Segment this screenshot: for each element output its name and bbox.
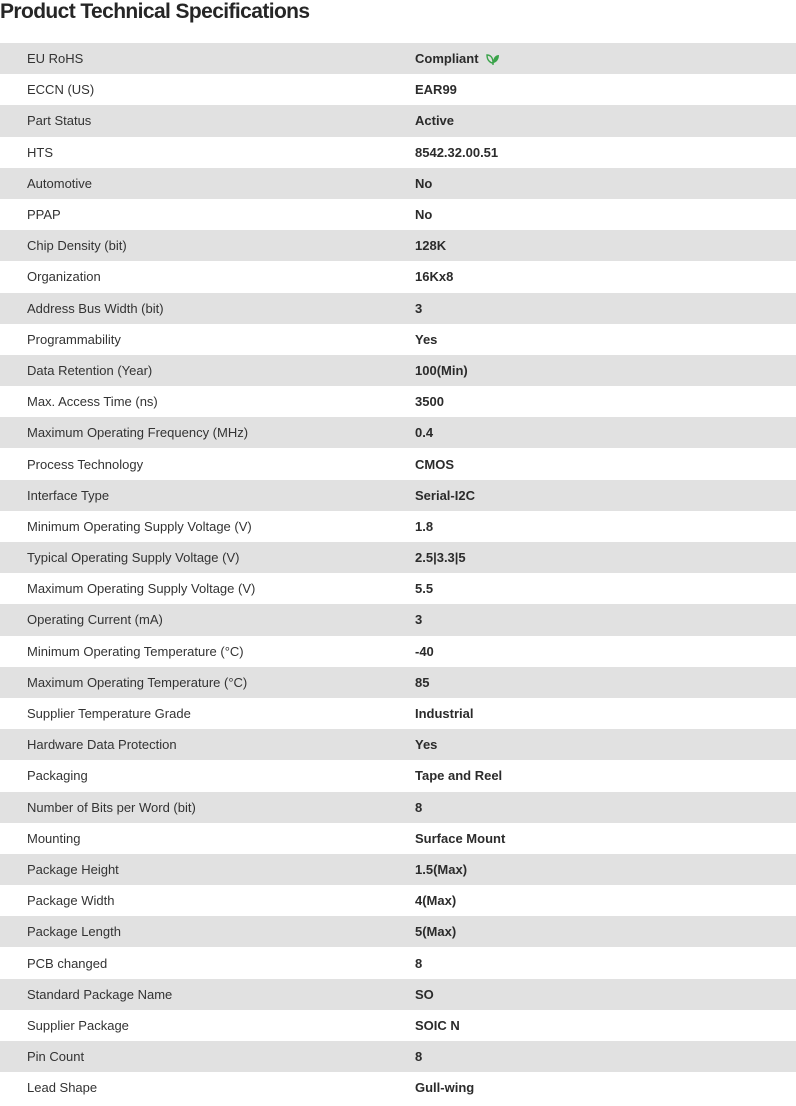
spec-label: PPAP: [27, 207, 61, 223]
spec-label: Part Status: [27, 113, 92, 129]
table-row: [0, 916, 796, 947]
spec-value-text: Yes: [415, 331, 438, 347]
spec-value: [388, 301, 422, 316]
spec-value: [388, 238, 446, 253]
spec-value-text: Industrial: [415, 706, 474, 722]
spec-value-text: -40: [415, 643, 434, 659]
spec-value-text: 8542.32.00.51: [415, 144, 499, 160]
spec-value-text: Yes: [415, 737, 438, 753]
spec-value-text: 8: [415, 1049, 423, 1065]
spec-label: Chip Density (bit): [27, 238, 127, 254]
spec-value: [388, 394, 444, 409]
table-row: [0, 293, 796, 324]
table-row: [0, 74, 796, 105]
spec-value-text: No: [415, 175, 433, 191]
spec-label: Hardware Data Protection: [27, 737, 177, 753]
table-row: [0, 636, 796, 667]
table-row: [0, 947, 796, 978]
spec-label: Supplier Package: [27, 1017, 129, 1033]
table-row: [0, 979, 796, 1010]
spec-value-text: 85: [415, 674, 430, 690]
spec-value: [388, 893, 456, 908]
spec-value: [388, 82, 457, 97]
spec-value: [388, 1049, 422, 1064]
spec-value: [388, 176, 432, 191]
table-row: [0, 448, 796, 479]
page-title: Product Technical Specifications: [0, 0, 310, 23]
table-row: [0, 698, 796, 729]
spec-value-text: 4(Max): [415, 893, 457, 909]
spec-label: Interface Type: [27, 487, 110, 503]
spec-value: [388, 1018, 460, 1033]
spec-label: Standard Package Name: [27, 986, 173, 1002]
spec-value: [388, 332, 437, 347]
spec-label: Typical Operating Supply Voltage (V): [27, 550, 240, 566]
spec-value-text: 3: [415, 612, 423, 628]
spec-value: [388, 363, 468, 378]
table-row: [0, 168, 796, 199]
spec-value: [388, 924, 456, 939]
table-row: [0, 43, 796, 74]
spec-value-text: 8: [415, 955, 423, 971]
spec-value-text: SOIC N: [415, 1017, 460, 1033]
table-row: [0, 542, 796, 573]
spec-value-text: No: [415, 207, 433, 223]
spec-value-text: 5(Max): [415, 924, 457, 940]
spec-value: [388, 956, 422, 971]
spec-value-text: SO: [415, 986, 434, 1002]
spec-value: [388, 737, 437, 752]
spec-value-text: CMOS: [415, 456, 454, 472]
spec-value: [388, 519, 433, 534]
spec-value: [388, 831, 505, 846]
table-row: [0, 885, 796, 916]
table-row: [0, 573, 796, 604]
spec-label: Maximum Operating Temperature (°C): [27, 674, 248, 690]
table-row: [0, 823, 796, 854]
spec-value: [388, 425, 433, 440]
spec-label: Package Length: [27, 924, 121, 940]
spec-label: ECCN (US): [27, 82, 95, 98]
table-row: [0, 854, 796, 885]
spec-value-text: 8: [415, 799, 423, 815]
spec-value: [388, 675, 429, 690]
spec-value: [388, 269, 453, 284]
table-row: [0, 760, 796, 791]
spec-label: Packaging: [27, 768, 88, 784]
spec-value-text: Tape and Reel: [415, 768, 503, 784]
spec-value-text: Active: [415, 113, 455, 129]
spec-value-text: 3500: [415, 394, 444, 410]
spec-value: [388, 457, 454, 472]
spec-value-text: 1.5(Max): [415, 861, 468, 877]
spec-value-text: 16Kx8: [415, 269, 454, 285]
spec-value: [388, 612, 422, 627]
spec-value-text: 128K: [415, 238, 447, 254]
table-row: [0, 324, 796, 355]
table-row: [0, 729, 796, 760]
spec-label: Address Bus Width (bit): [27, 300, 164, 316]
spec-value-text: Surface Mount: [415, 830, 506, 846]
spec-table: [0, 43, 796, 1103]
spec-value-text: 3: [415, 300, 423, 316]
table-row: [0, 1072, 796, 1103]
spec-value-text: Serial-I2C: [415, 487, 475, 503]
spec-label: Organization: [27, 269, 101, 285]
spec-label: Lead Shape: [27, 1080, 98, 1096]
spec-value-text: 5.5: [415, 581, 434, 597]
spec-label: Process Technology: [27, 456, 144, 472]
table-row: [0, 105, 796, 136]
spec-label: Max. Access Time (ns): [27, 394, 158, 410]
spec-value: [388, 550, 466, 565]
spec-value: [388, 1080, 474, 1095]
spec-label: Data Retention (Year): [27, 362, 153, 378]
spec-value: [388, 581, 433, 596]
spec-label: PCB changed: [27, 955, 108, 971]
spec-value: [388, 644, 434, 659]
spec-value: [388, 800, 422, 815]
table-row: [0, 230, 796, 261]
table-row: [0, 604, 796, 635]
spec-label: Package Height: [27, 861, 119, 877]
spec-value: [388, 987, 434, 1002]
spec-value: [388, 768, 502, 783]
spec-label: Maximum Operating Frequency (MHz): [27, 425, 249, 441]
spec-value: [388, 488, 475, 503]
table-row: [0, 480, 796, 511]
spec-value-text: 0.4: [415, 425, 434, 441]
spec-label: Supplier Temperature Grade: [27, 706, 191, 722]
table-row: [0, 199, 796, 230]
spec-value-text: EAR99: [415, 82, 457, 98]
spec-value: [388, 862, 467, 877]
spec-value: [388, 113, 454, 128]
table-row: [0, 355, 796, 386]
spec-label: Minimum Operating Temperature (°C): [27, 643, 244, 659]
spec-label: EU RoHS: [27, 51, 84, 67]
spec-label: Programmability: [27, 331, 121, 347]
table-row: [0, 1010, 796, 1041]
spec-value: [388, 207, 432, 222]
spec-value-text: 100(Min): [415, 362, 468, 378]
spec-label: Automotive: [27, 175, 93, 191]
table-row: [0, 667, 796, 698]
spec-label: Package Width: [27, 893, 115, 909]
spec-label: HTS: [27, 144, 53, 160]
table-row: [0, 261, 796, 292]
spec-value-text: 2.5|3.3|5: [415, 550, 466, 566]
table-row: [0, 386, 796, 417]
spec-value-text: 1.8: [415, 518, 434, 534]
leaf-icon: [486, 53, 500, 65]
table-row: [0, 1041, 796, 1072]
spec-value-text: Compliant: [415, 51, 479, 67]
spec-label: Minimum Operating Supply Voltage (V): [27, 518, 252, 534]
table-row: [0, 417, 796, 448]
table-row: [0, 792, 796, 823]
spec-label: Operating Current (mA): [27, 612, 163, 628]
table-row: [0, 511, 796, 542]
spec-label: Pin Count: [27, 1049, 85, 1065]
spec-value: [388, 51, 500, 66]
spec-value-text: Gull-wing: [415, 1080, 475, 1096]
spec-value: [388, 145, 498, 160]
table-row: [0, 137, 796, 168]
spec-label: Mounting: [27, 830, 81, 846]
spec-label: Number of Bits per Word (bit): [27, 799, 196, 815]
spec-value: [388, 706, 474, 721]
spec-label: Maximum Operating Supply Voltage (V): [27, 581, 256, 597]
